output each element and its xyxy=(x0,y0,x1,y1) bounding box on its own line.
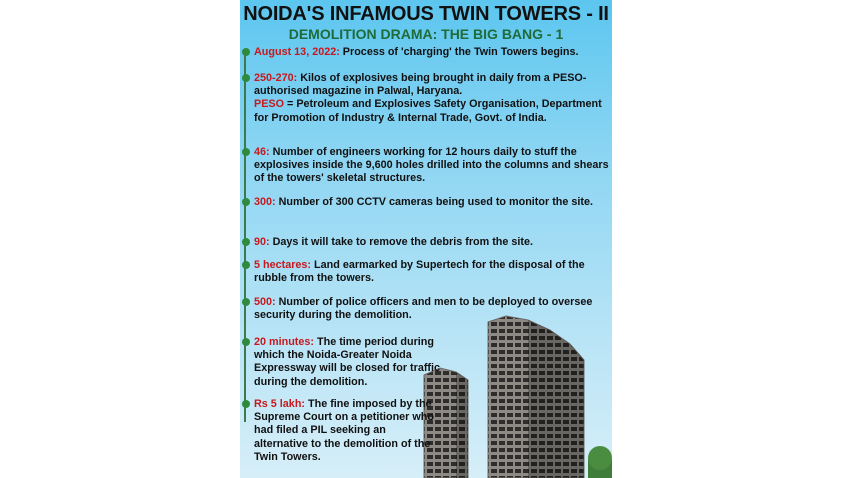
fact-text: Number of engineers working for 12 hours daily to stuff the explosives inside the 9,600 holes drilled into the columns and shears of the towers' skeletal structures. xyxy=(254,146,609,185)
fact-item xyxy=(254,146,610,186)
fact-item xyxy=(254,72,610,125)
fact-key-secondary: PESO xyxy=(254,98,285,111)
bullet-dot-icon xyxy=(242,261,250,269)
fact-key: 500: xyxy=(254,296,276,308)
fact-key: 300: xyxy=(254,196,276,208)
bullet-dot-icon xyxy=(242,74,250,82)
fact-item xyxy=(254,259,610,285)
fact-text: The time period during which the Noida-Greater Noida Expressway will be closed for traffic during the demolition. xyxy=(254,336,441,388)
fact-text-secondary: = Petroleum and Explosives Safety Organisation, Department for Promotion of Industry & Internal Trade, Govt. of India. xyxy=(254,98,602,124)
timeline-line xyxy=(244,50,246,422)
fact-text: Land earmarked by Supertech for the disposal of the rubble from the towers. xyxy=(254,259,585,285)
bullet-dot-icon xyxy=(242,198,250,206)
fact-key: 250-270: xyxy=(254,72,298,84)
fact-text: Kilos of explosives being brought in daily from a PESO-authorised magazine in Palwal, Haryana. xyxy=(254,72,587,98)
fact-key: Rs 5 lakh: xyxy=(254,398,306,410)
fact-key: 5 hectares: xyxy=(254,259,312,271)
fact-text: Process of 'charging' the Twin Towers begins. xyxy=(339,46,579,58)
fact-key: August 13, 2022: xyxy=(254,46,340,58)
fact-text: Days it will take to remove the debris from the site. xyxy=(269,236,534,248)
fact-item xyxy=(254,236,610,249)
fact-item xyxy=(254,398,438,464)
fact-key: 90: xyxy=(254,236,270,248)
fact-text: Number of police officers and men to be deployed to oversee security during the demolition. xyxy=(254,296,593,322)
bullet-dot-icon xyxy=(242,400,250,408)
fact-text: The fine imposed by the Supreme Court on a petitioner who had filed a PIL seeking an alternative to the demolition of the Twin Towers. xyxy=(254,398,434,463)
bullet-dot-icon xyxy=(242,338,250,346)
fact-item xyxy=(254,46,610,59)
bullet-dot-icon xyxy=(242,48,250,56)
bullet-dot-icon xyxy=(242,298,250,306)
fact-key: 20 minutes: xyxy=(254,336,314,348)
bullet-dot-icon xyxy=(242,148,250,156)
poster-subtitle: DEMOLITION DRAMA: THE BIG BANG - 1 xyxy=(288,26,564,42)
poster-title: NOIDA'S INFAMOUS TWIN TOWERS - II xyxy=(243,3,609,25)
fact-item xyxy=(254,336,454,389)
fact-key: 46: xyxy=(254,146,270,158)
fact-item xyxy=(254,196,610,209)
twin-towers-image xyxy=(410,300,612,478)
infographic-poster xyxy=(240,0,612,478)
bullet-dot-icon xyxy=(242,238,250,246)
fact-text: Number of 300 CCTV cameras being used to monitor the site. xyxy=(275,196,593,208)
